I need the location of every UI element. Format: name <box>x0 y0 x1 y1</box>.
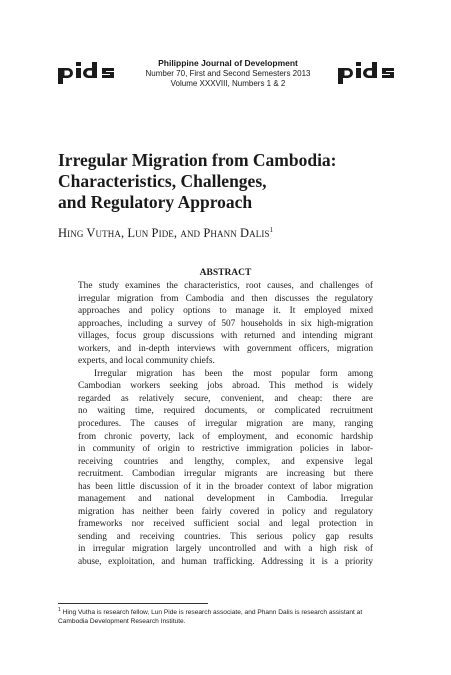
author-names: Hing Vutha, Lun Pide, and Phann Dalis <box>58 226 270 241</box>
abstract-line: approaches and policy options to manage it. It employed mixed <box>78 306 373 317</box>
abstract-line: abuse, exploitation, and human trafficking. Addressing it is a priority <box>78 557 373 568</box>
abstract-line: Irregular migration has been the most popular form among <box>94 368 373 379</box>
abstract-heading: ABSTRACT <box>199 268 252 278</box>
abstract-line: frameworks nor received sufficient social and legal protection in <box>78 519 373 530</box>
pids-logo-icon <box>58 62 116 84</box>
abstract-line: management and national development in Cambodia. Irregular <box>78 494 373 505</box>
abstract-line: migration has neither been fairly covered in policy and regulatory <box>78 506 373 517</box>
abstract-line: workers, and in-depth interviews with government officers, migration <box>78 343 373 354</box>
abstract-line: receiving countries and lengthy, complex, and expensive legal <box>78 456 373 467</box>
pids-logo-left <box>58 62 116 84</box>
journal-header <box>128 58 328 90</box>
abstract-line: recruitment. Cambodian irregular migrants are increasing but there <box>78 469 373 480</box>
abstract-line: irregular migration from Cambodia and then discusses the regulatory <box>78 293 373 304</box>
title-line: Characteristics, Challenges, <box>58 171 267 191</box>
journal-issue: Number 70, First and Second Semesters 2013 <box>145 68 311 78</box>
journal-volume: Volume XXXVIII, Numbers 1 & 2 <box>170 79 286 88</box>
abstract-line: procedures. The causes of irregular migration are many, ranging <box>78 419 373 430</box>
abstract-paragraph <box>78 368 373 569</box>
abstract-line: in community of origin to restrictive immigration policies in labor- <box>78 444 373 455</box>
abstract-line: from chronic poverty, lack of employment, and economic hardship <box>78 431 373 442</box>
title-line: and Regulatory Approach <box>58 192 253 212</box>
footnote-number: 1 <box>58 607 61 613</box>
footnote-text: Hing Vutha is research fellow, Lun Pide is research associate, and Phann Dalis is research assistant at <box>62 609 363 617</box>
footnote <box>58 606 398 626</box>
abstract-line: The study examines the characteristics, root causes, and challenges of <box>78 281 373 291</box>
footnote-line <box>58 606 398 617</box>
abstract-line: has been little discussion of it in the broader context of labor migration <box>78 481 373 492</box>
footnote-mark: 1 <box>269 226 274 234</box>
abstract-line: villages, focus group discussions with returned and intending migrant <box>78 331 373 342</box>
abstract-line: approaches, including a survey of 507 households in six high-migration <box>78 318 373 329</box>
pids-logo-right <box>338 62 396 84</box>
abstract-line: experts, and local community chiefs. <box>78 356 215 367</box>
pids-logo-icon <box>338 62 396 84</box>
abstract-line: Cambodian workers seeking jobs abroad. This method is widely <box>78 381 373 392</box>
paper-title <box>58 150 398 213</box>
abstract-body <box>78 280 373 569</box>
journal-name: Philippine Journal of Development <box>158 58 298 68</box>
abstract-line: sending and receiving countries. This serious policy gap results <box>78 531 373 542</box>
abstract-line: regarded as relatively secure, convenient, and cheap: there are <box>78 393 373 404</box>
abstract-line: in irregular migration largely uncontrolled and with a high risk of <box>78 544 373 555</box>
footnote-line: Cambodia Development Research Institute. <box>58 618 186 626</box>
abstract-line: no waiting time, required documents, or complicated recruitment <box>78 406 373 417</box>
abstract-paragraph <box>78 280 373 368</box>
footnote-divider <box>58 603 208 604</box>
title-line: Irregular Migration from Cambodia: <box>58 150 337 170</box>
author-list <box>58 226 398 241</box>
